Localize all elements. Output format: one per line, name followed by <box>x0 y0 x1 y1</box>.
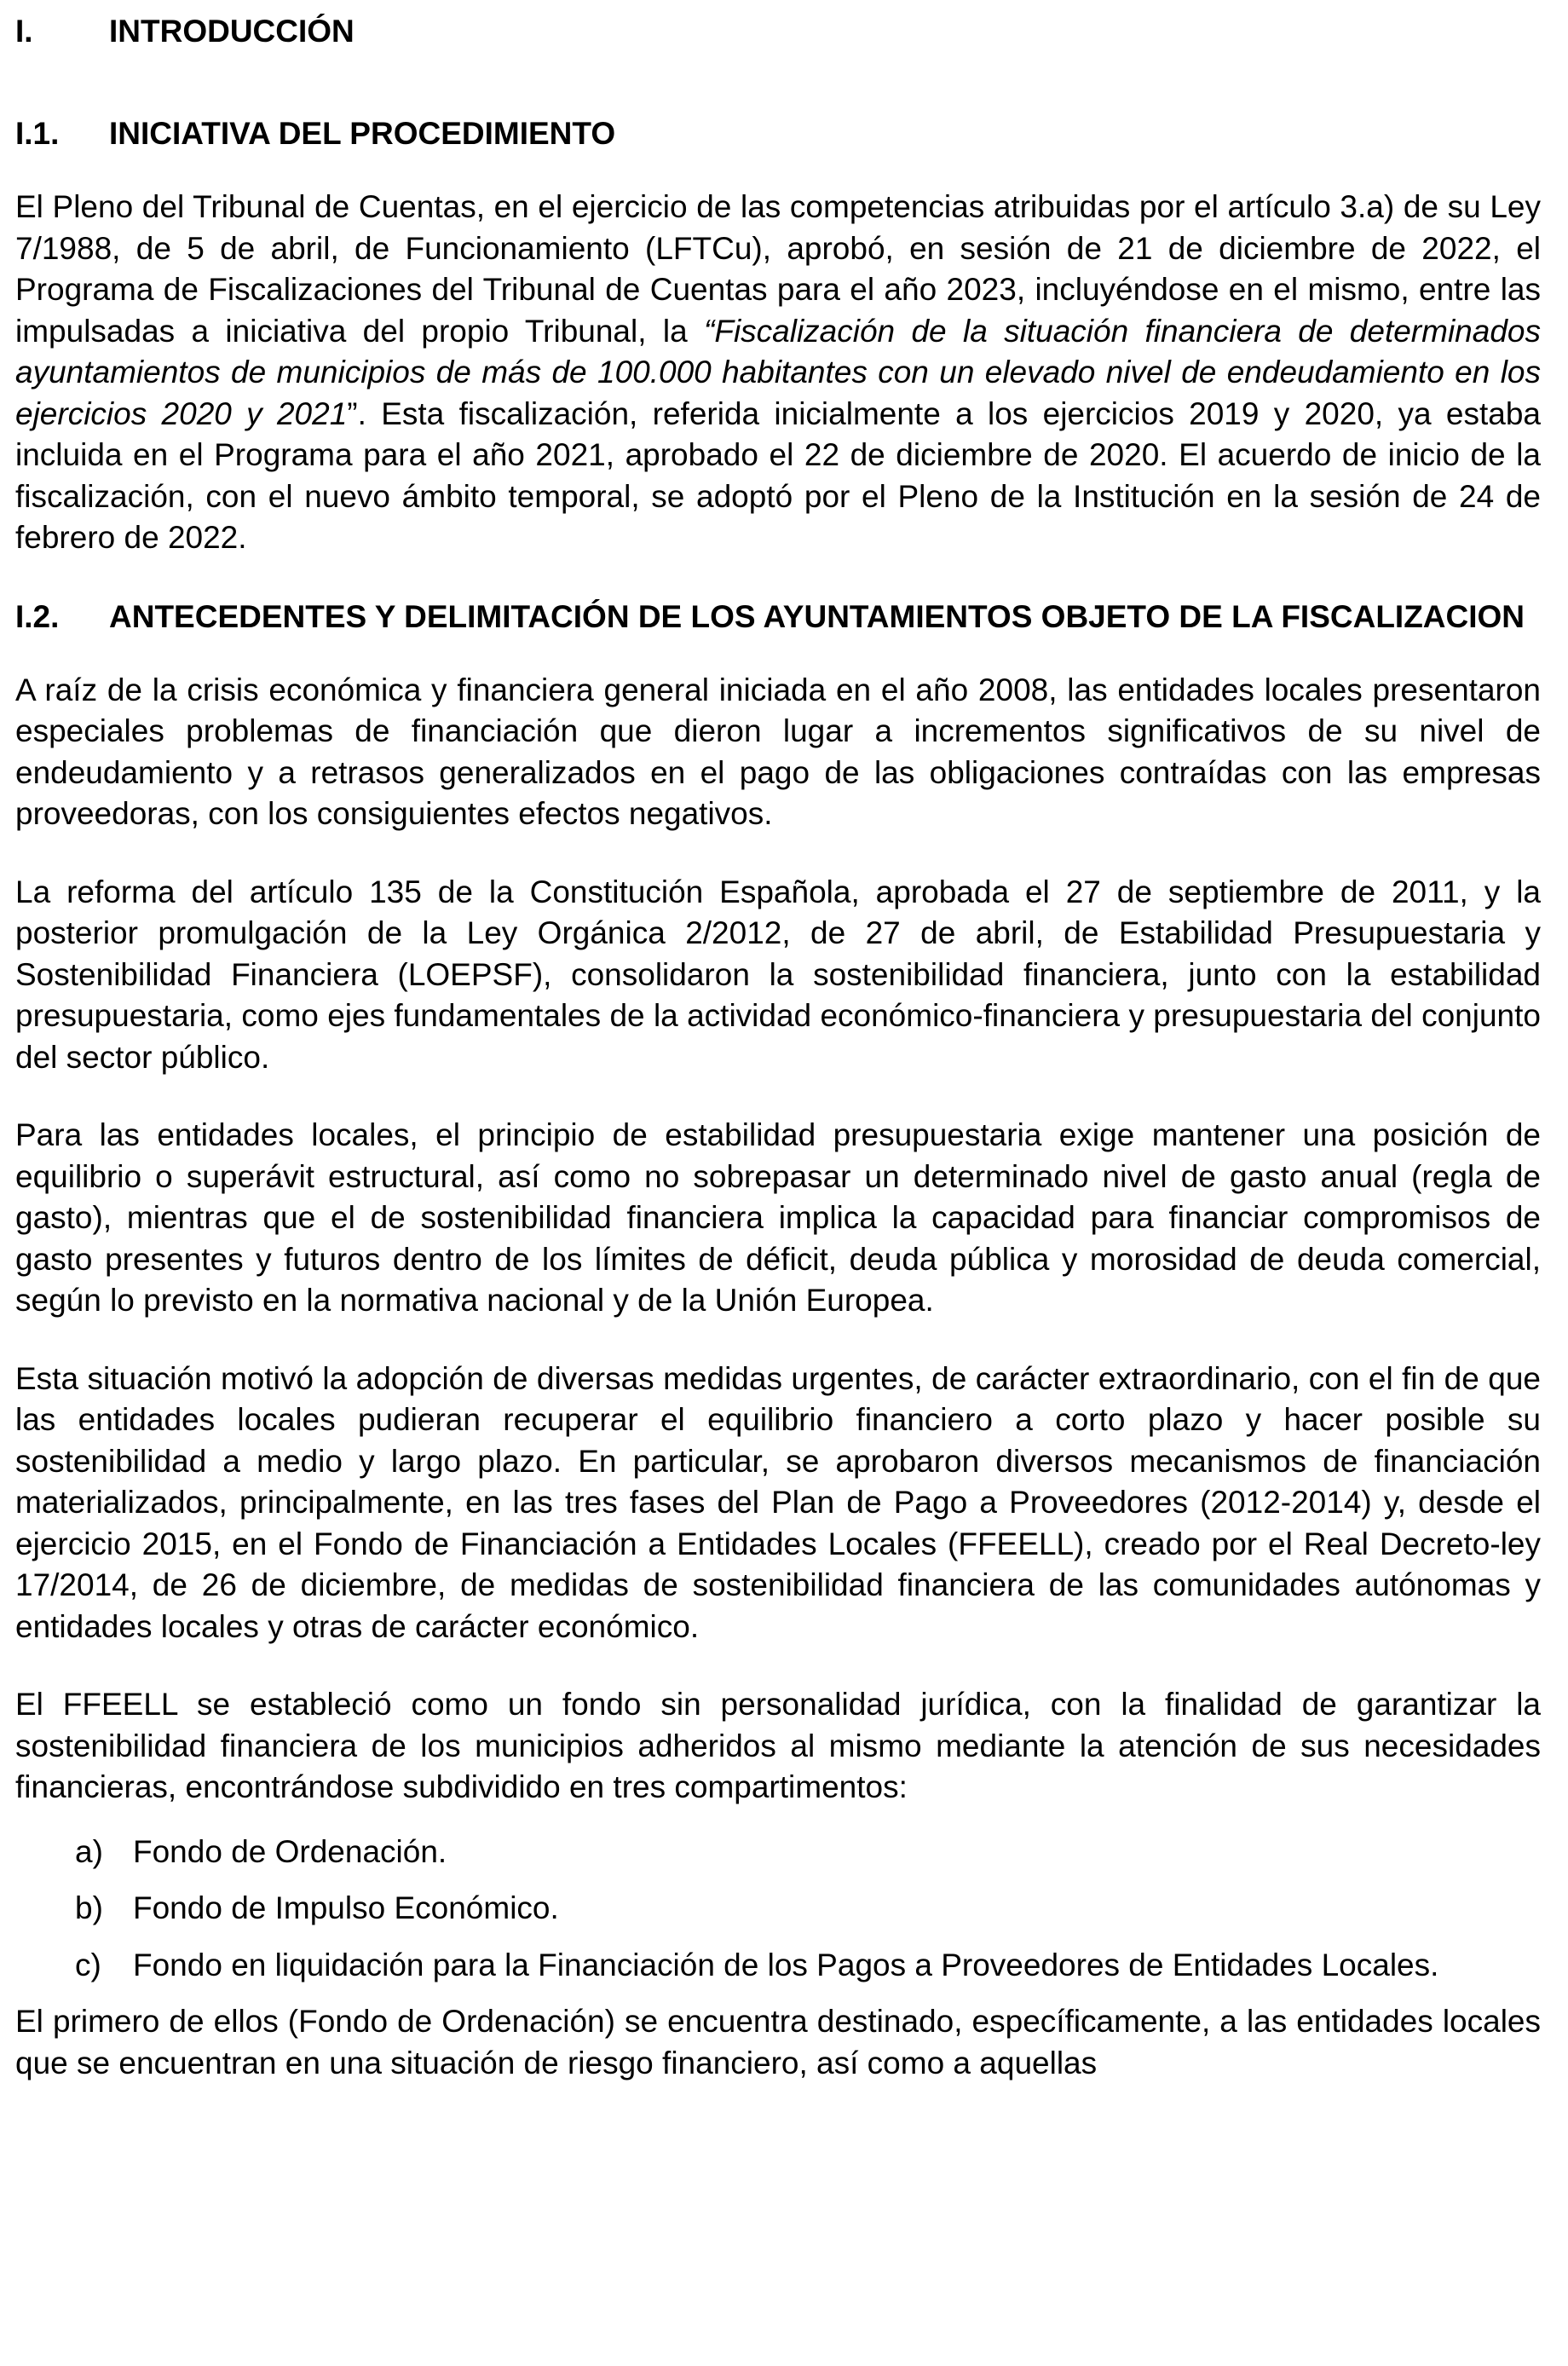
compartments-list <box>15 1832 1541 1987</box>
list-item <box>15 1832 1541 1873</box>
list-item-text: Fondo de Impulso Económico. <box>133 1890 559 1925</box>
list-item-label: a) <box>75 1833 103 1869</box>
section-heading-antecedentes <box>15 596 1541 638</box>
section-number: I.2. <box>15 598 60 634</box>
paragraph-crisis: A raíz de la crisis económica y financiera general iniciada en el año 2008, las entidades locales presentaron especiales problemas de financiación que dieron lugar a incrementos significativos de su nivel de endeudamiento y a retrasos generalizados en el pago de las obligaciones contraídas con las empresas proveedoras, con los consiguientes efectos negativos. <box>15 672 1541 831</box>
paragraph-ffeell: El FFEELL se estableció como un fondo sin personalidad jurídica, con la finalidad de garantizar la sostenibilidad financiera de los municipios adheridos al mismo mediante la atención de sus necesidades financieras, encontrándose subdividido en tres compartimentos: <box>15 1687 1541 1804</box>
list-item <box>15 1888 1541 1930</box>
section-number: I. <box>15 14 33 49</box>
paragraph-medidas: Esta situación motivó la adopción de diversas medidas urgentes, de carácter extraordinario, con el fin de que las entidades locales pudieran recuperar el equilibrio financiero a corto plazo y hacer posible su sostenibilidad a medio y largo plazo. En particular, se aprobaron diversos mecanismos de financiación materializados, principalmente, en las tres fases del Plan de Pago a Proveedores (2012-2014) y, desde el ejercicio 2015, en el Fondo de Financiación a Entidades Locales (FFEELL), creado por el Real Decreto-ley 17/2014, de 26 de diciembre, de medidas de sostenibilidad financiera de las comunidades autónomas y entidades locales y otras de carácter económico. <box>15 1360 1541 1644</box>
list-item-label: c) <box>75 1947 101 1982</box>
section-heading-iniciativa <box>15 113 1541 154</box>
paragraph-reforma: La reforma del artículo 135 de la Constitución Española, aprobada el 27 de septiembre de 2011, y la posterior promulgación de la Ley Orgánica 2/2012, de 27 de abril, de Estabilidad Presupuestaria y Sostenibilidad Financiera (LOEPSF), consolidaron la sostenibilidad financiera, junto con la estabilidad presupuestaria, como ejes fundamentales de la actividad económico-financiera y presupuestaria del conjunto del sector público. <box>15 874 1541 1075</box>
paragraph-principios: Para las entidades locales, el principio de estabilidad presupuestaria exige mantener una posición de equilibrio o superávit estructural, así como no sobrepasar un determinado nivel de gasto anual (regla de gasto), mientras que el de sostenibilidad financiera implica la capacidad para financiar compromisos de gasto presentes y futuros dentro de los límites de déficit, deuda pública y morosidad de deuda comercial, según lo previsto en la normativa nacional y de la Unión Europea. <box>15 1117 1541 1318</box>
section-heading-introduccion <box>15 10 1541 52</box>
paragraph-fondo-ordenacion: El primero de ellos (Fondo de Ordenación) se encuentra destinado, específicamente, a las entidades locales que se encuentran en una situación de riesgo financiero, así como a aquellas <box>15 2004 1541 2080</box>
section-title: INTRODUCCIÓN <box>109 14 355 49</box>
paragraph-text: El Pleno del Tribunal de Cuentas, en el ejercicio de las competencias atribuidas por el artículo 3.a) de su Ley 7/1988, de 5 de abril, de Funcionamiento (LFTCu), aprobó, en sesión de 21 de diciembre de 2022, el Programa de Fiscalizaciones del Tribunal de Cuentas para el año 2023, incluyéndose en el mismo, entre las impulsadas a iniciativa del propio Tribunal, la <box>15 189 1541 349</box>
list-item-text: Fondo en liquidación para la Financiación de los Pagos a Proveedores de Entidades Locales. <box>133 1947 1439 1982</box>
section-number: I.1. <box>15 116 60 151</box>
document-page <box>15 10 1541 2121</box>
section-title: INICIATIVA DEL PROCEDIMIENTO <box>109 116 616 151</box>
paragraph-text: ”. Esta fiscalización, referida inicialmente a los ejercicios 2019 y 2020, ya estaba incluida en el Programa para el año 2021, aprobado el 22 de diciembre de 2020. El acuerdo de inicio de la fiscalización, con el nuevo ámbito temporal, se adoptó por el Pleno de la Institución en la sesión de 24 de febrero de 2022. <box>15 395 1541 555</box>
paragraph-iniciativa <box>15 187 1541 559</box>
list-item <box>15 1945 1541 1987</box>
list-item-label: b) <box>75 1890 103 1925</box>
fiscalization-title: “Fiscalización de la situación financiera de determinados ayuntamientos de municipios de más de 100.000 habitantes con un elevado nivel de endeudamiento en los ejercicios 2020 y 2021 <box>15 313 1541 431</box>
section-title: ANTECEDENTES Y DELIMITACIÓN DE LOS AYUNTAMIENTOS OBJETO DE LA FISCALIZACION <box>109 598 1525 634</box>
list-item-text: Fondo de Ordenación. <box>133 1833 447 1869</box>
